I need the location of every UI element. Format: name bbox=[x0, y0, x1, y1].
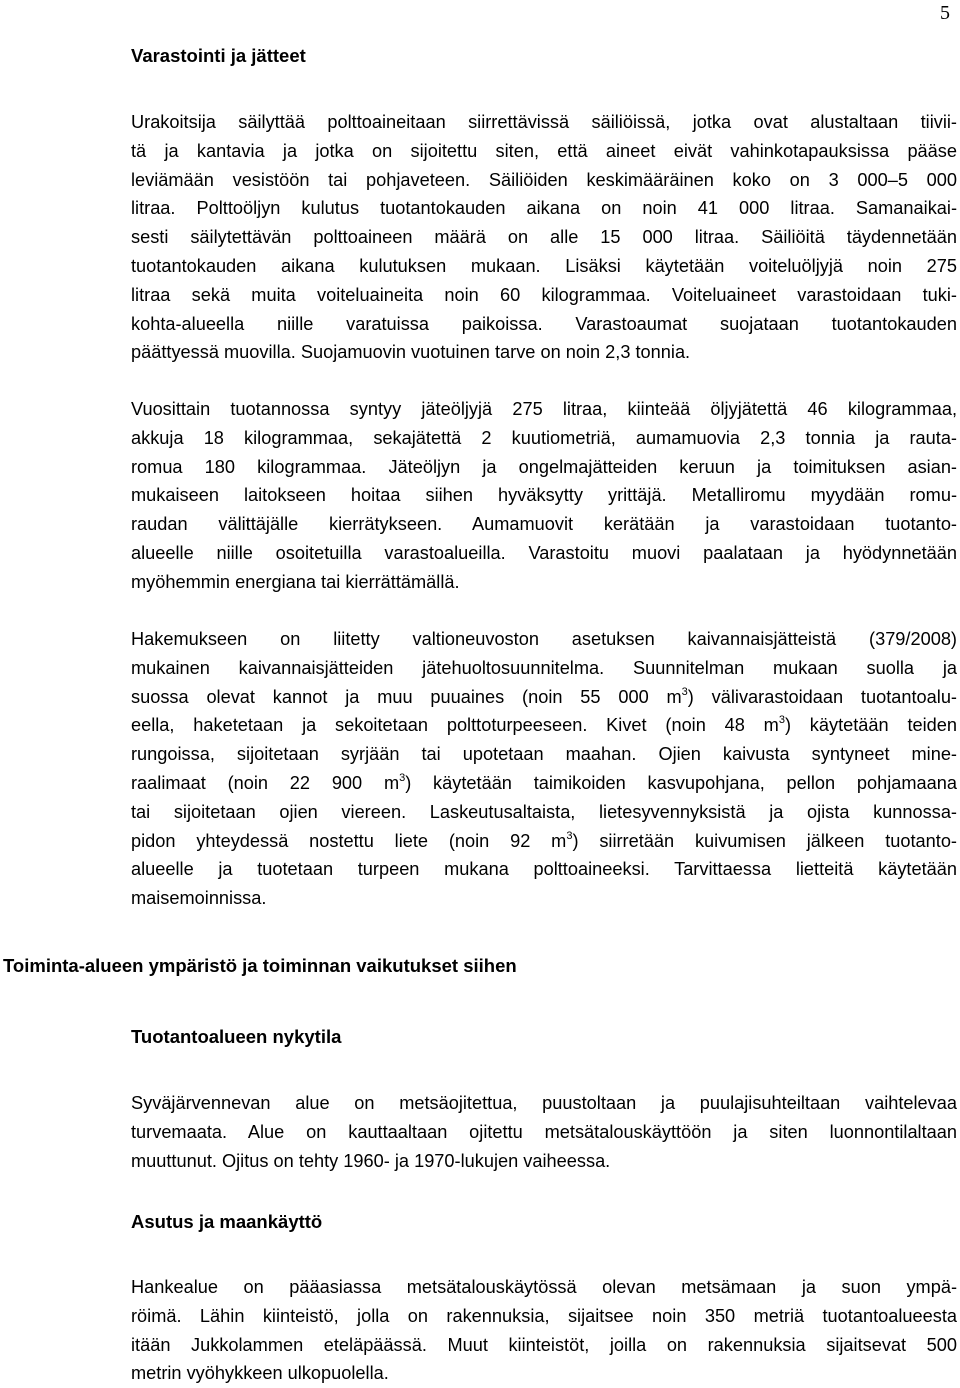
section-heading-storage-waste: Varastointi ja jätteet bbox=[131, 45, 306, 66]
text-segment: suossa olevat kannot ja muu puuaines (noin 55 000 m bbox=[131, 686, 682, 707]
paragraph-line bbox=[131, 827, 957, 856]
paragraph-line bbox=[131, 683, 957, 712]
paragraph-line bbox=[131, 769, 957, 798]
paragraph-line: itään Jukkolammen eteläpäässä. Muut kiinteistöt, joilla on rakennuksia sijaitsevat 500 bbox=[131, 1334, 957, 1355]
superscript: 3 bbox=[566, 829, 573, 842]
text-segment: eella, haketetaan ja sekoitetaan polttoturpeeseen. Kivet (noin 48 m bbox=[131, 715, 779, 736]
text-segment: ) käytetään teiden bbox=[784, 715, 957, 736]
text-segment: ) välivarastoidaan tuotantoalu- bbox=[687, 686, 957, 707]
paragraph-line: alueelle niille osoitetuilla varastoalueilla. Varastoitu muovi paalataan ja hyödynnetään bbox=[131, 542, 957, 563]
paragraph-line: leviämään vesistöön tai pohjaveteen. Säiliöiden keskimääräinen koko on 3 000–5 000 bbox=[131, 169, 957, 190]
paragraph-line: raudan välittäjälle kierrätykseen. Aumamuovit kerätään ja varastoidaan tuotanto- bbox=[131, 514, 957, 535]
paragraph-line: litraa sekä muita voiteluaineita noin 60 kilogrammaa. Voiteluaineet varastoidaan tuki- bbox=[131, 284, 957, 305]
paragraph-line: Urakoitsija säilyttää polttoaineitaan siirrettävissä säiliöissä, jotka ovat alustaltaan tiivii- bbox=[131, 112, 957, 132]
paragraph-line: kohta-alueella niille varatuissa paikoissa. Varastoaumat suojataan tuotantokauden bbox=[131, 313, 957, 334]
paragraph-line: röimä. Lähin kiinteistö, jolla on rakennuksia, sijaitsee noin 350 metriä tuotantoalueesta bbox=[131, 1305, 957, 1326]
text-segment: raalimaat (noin 22 900 m bbox=[131, 772, 400, 793]
paragraph-line: muuttunut. Ojitus on tehty 1960- ja 1970-lukujen vaiheessa. bbox=[131, 1150, 611, 1171]
paragraph-fuel-storage bbox=[131, 108, 957, 367]
paragraph-extractive-waste-plan bbox=[131, 625, 957, 913]
section-heading-environment: Toiminta-alueen ympäristö ja toiminnan vaikutukset siihen bbox=[3, 955, 517, 976]
paragraph-line: maisemoinnissa. bbox=[131, 888, 267, 909]
paragraph-line: mukaiseen laitokseen hoitaa siihen hyväksytty yrittäjä. Metalliromu myydään romu- bbox=[131, 485, 957, 506]
paragraph-line: litraa. Polttoöljyn kulutus tuotantokauden aikana on noin 41 000 litraa. Samanaikai- bbox=[131, 198, 957, 219]
superscript: 3 bbox=[778, 714, 785, 727]
paragraph-line: tai sijoitetaan ojien viereen. Laskeutusaltaista, lietesyvennyksistä ja ojista kunnossa- bbox=[131, 801, 957, 822]
paragraph-settlement-land-use bbox=[131, 1273, 957, 1388]
subsection-heading-settlement-land-use: Asutus ja maankäyttö bbox=[131, 1211, 323, 1232]
paragraph-line: tä ja kantavia ja jotka on sijoitettu siten, että aineet eivät vahinkotapauksissa pääse bbox=[131, 140, 957, 161]
page-number: 5 bbox=[940, 2, 950, 24]
superscript: 3 bbox=[681, 685, 688, 698]
paragraph-current-state bbox=[131, 1089, 957, 1175]
superscript: 3 bbox=[399, 771, 406, 784]
subsection-heading-current-state: Tuotantoalueen nykytila bbox=[131, 1026, 342, 1047]
paragraph-line: myöhemmin energiana tai kierrättämällä. bbox=[131, 571, 460, 592]
paragraph-line: Syväjärvennevan alue on metsäojitettua, puustoltaan ja puulajisuhteiltaan vaihtelevaa bbox=[131, 1093, 957, 1113]
paragraph-line: romua 180 kilogrammaa. Jäteöljyn ja ongelmajätteiden keruun ja toimituksen asian- bbox=[131, 456, 957, 477]
paragraph-line: turvemaata. Alue on kauttaaltaan ojitettu metsätalouskäyttöön ja siten luonnontilaltaan bbox=[131, 1121, 957, 1142]
paragraph-line: Vuosittain tuotannossa syntyy jäteöljyjä 275 litraa, kiinteää öljyjätettä 46 kilogrammaa, bbox=[131, 399, 957, 419]
paragraph-line: Hankealue on pääasiassa metsätalouskäytössä olevan metsämaan ja suon ympä- bbox=[131, 1277, 957, 1297]
paragraph-line: alueelle ja tuotetaan turpeen mukana polttoaineeksi. Tarvittaessa lietteitä käytetään bbox=[131, 859, 957, 880]
paragraph-line: Hakemukseen on liitetty valtioneuvoston asetuksen kaivannaisjätteistä (379/2008) bbox=[131, 629, 957, 649]
paragraph-waste-generation bbox=[131, 395, 957, 597]
paragraph-line: mukainen kaivannaisjätteiden jätehuoltosuunnitelma. Suunnitelman mukaan suolla ja bbox=[131, 657, 957, 678]
text-segment: ) siirretään kuivumisen jälkeen tuotanto- bbox=[572, 830, 957, 851]
paragraph-line: sesti säilytettävän polttoaineen määrä on alle 15 000 litraa. Säiliöitä täydennetään bbox=[131, 227, 957, 248]
paragraph-line: tuotantokauden aikana kulutuksen mukaan. Lisäksi käytetään voiteluöljyjä noin 275 bbox=[131, 255, 957, 276]
text-segment: pidon yhteydessä nostettu liete (noin 92 m bbox=[131, 830, 567, 851]
paragraph-line: päättyessä muovilla. Suojamuovin vuotuinen tarve on noin 2,3 tonnia. bbox=[131, 342, 691, 363]
text-segment: ) käytetään taimikoiden kasvupohjana, pellon pohjamaana bbox=[405, 772, 957, 793]
paragraph-line: rungoissa, sijoitetaan syrjään tai upotetaan maahan. Ojien kaivusta syntyneet mine- bbox=[131, 744, 957, 765]
paragraph-line bbox=[131, 711, 957, 740]
paragraph-line: akkuja 18 kilogrammaa, sekajätettä 2 kuutiometriä, aumamuovia 2,3 tonnia ja rauta- bbox=[131, 427, 957, 448]
paragraph-line: metrin vyöhykkeen ulkopuolella. bbox=[131, 1363, 389, 1384]
